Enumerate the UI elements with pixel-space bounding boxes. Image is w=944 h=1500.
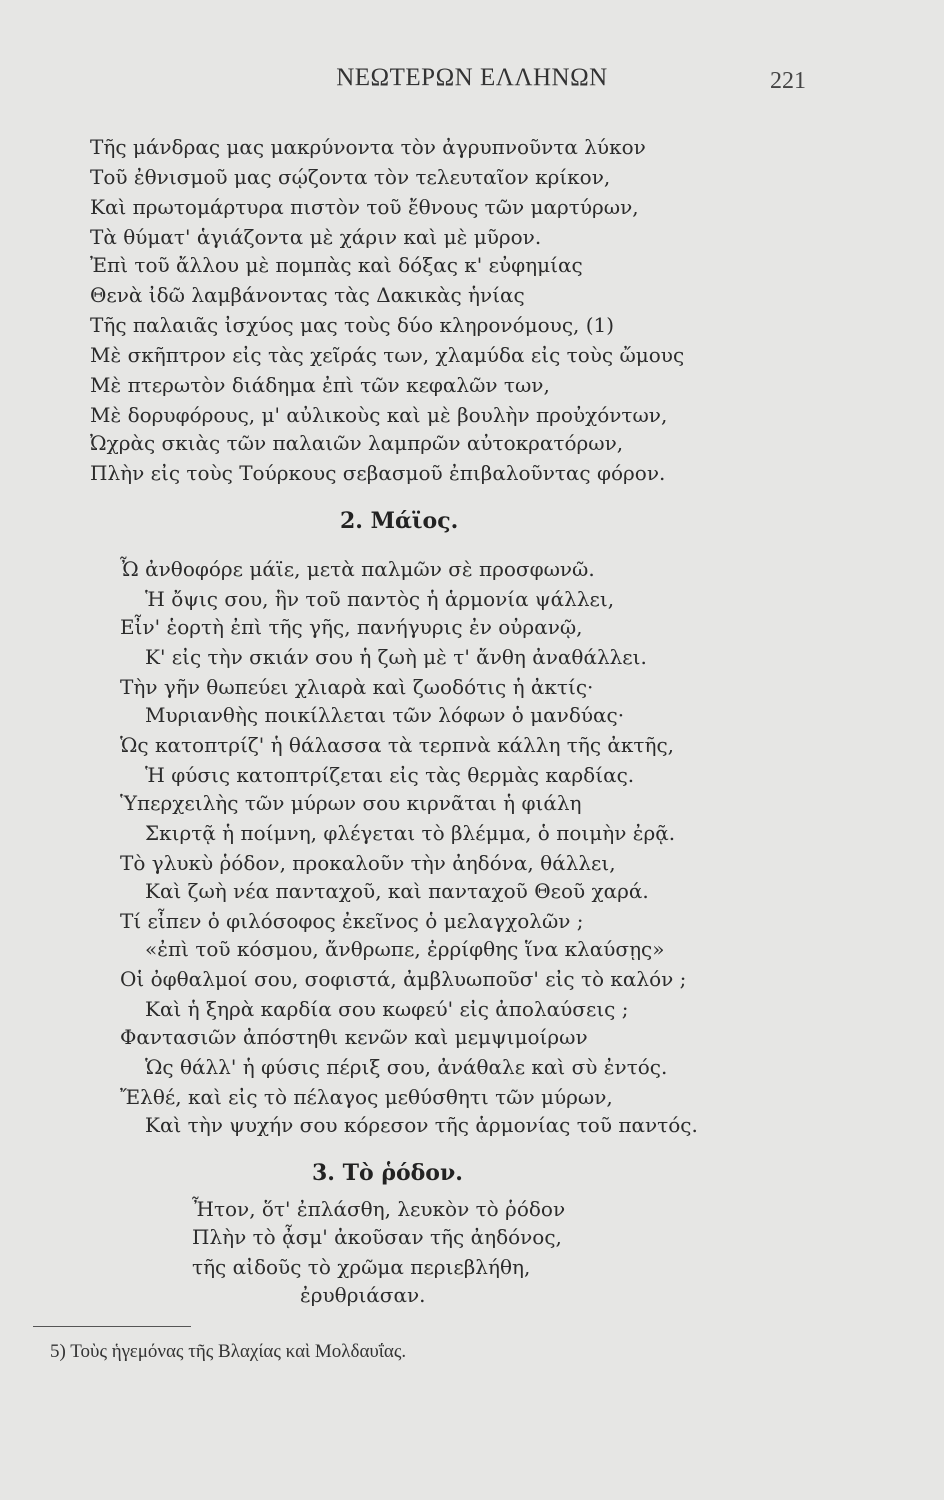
poem-line: Καὶ τὴν ψυχήν σου κόρεσον τῆς ἁρμονίας τοῦ παντός. [145, 1113, 698, 1137]
poem-line: Τῆς παλαιᾶς ἰσχύος μας τοὺς δύο κληρονόμους, (1) [90, 313, 615, 337]
poem-line: Οἱ ὀφθαλμοί σου, σοφιστά, ἀμβλυωποῦσ' εἰς τὸ καλόν ; [120, 967, 687, 991]
poem-line: Τὰ θύματ' ἁγιάζοντα μὲ χάριν καὶ μὲ μῦρον. [90, 225, 542, 249]
poem-line: «ἐπὶ τοῦ κόσμου, ἄνθρωπε, ἐρρίφθης ἵνα κλαύσῃς» [145, 937, 665, 961]
poem-line: Κ' εἰς τὴν σκιάν σου ἡ ζωὴ μὲ τ' ἄνθη ἀναθάλλει. [145, 645, 647, 669]
poem-line: Εἶν' ἑορτὴ ἐπὶ τῆς γῆς, πανήγυρις ἐν οὐρανῷ, [120, 615, 583, 639]
poem-line: Ὡς θάλλ' ἡ φύσις πέριξ σου, ἀνάθαλε καὶ σὺ ἐντός. [145, 1055, 668, 1079]
poem-line: τῆς αἰδοῦς τὸ χρῶμα περιεβλήθη, [192, 1255, 531, 1279]
poem-line: Τὴν γῆν θωπεύει χλιαρὰ καὶ ζωοδότις ἡ ἀκτίς· [120, 675, 594, 699]
footnote-rule [33, 1326, 191, 1327]
section-heading-2: 2. Μάϊος. [340, 508, 459, 534]
poem-line: Τῆς μάνδρας μας μακρύνοντα τὸν ἀγρυπνοῦντα λύκον [90, 135, 646, 159]
poem-line: Σκιρτᾷ ἡ ποίμνη, φλέγεται τὸ βλέμμα, ὁ ποιμὴν ἐρᾷ. [145, 821, 676, 845]
poem-line: Ἡ ὄψις σου, ἣν τοῦ παντὸς ἡ ἁρμονία ψάλλει, [145, 587, 615, 611]
poem-line: Τὸ γλυκὺ ῥόδον, προκαλοῦν τὴν ἀηδόνα, θάλλει, [120, 851, 616, 875]
poem-line: Ἔλθέ, καὶ εἰς τὸ πέλαγος μεθύσθητι τῶν μύρων, [120, 1085, 613, 1109]
poem-line: Θενὰ ἰδῶ λαμβάνοντας τὰς Δακικὰς ἡνίας [90, 283, 525, 307]
poem-line: Ἐπὶ τοῦ ἄλλου μὲ πομπὰς καὶ δόξας κ' εὐφημίας [90, 253, 583, 277]
poem-line: Μὲ δορυφόρους, μ' αὐλικοὺς καὶ μὲ βουλὴν προὐχόντων, [90, 403, 668, 427]
poem-line: Ὑπερχειλὴς τῶν μύρων σου κιρνᾶται ἡ φιάλη [120, 791, 582, 815]
poem-line: Ἦτον, ὅτ' ἐπλάσθη, λευκὸν τὸ ῥόδον [192, 1197, 566, 1221]
poem-line: Μυριανθὴς ποικίλλεται τῶν λόφων ὁ μανδύας· [145, 703, 625, 727]
running-header: ΝΕΩΤΕΡΩΝ ΕΛΛΗΝΩΝ [336, 64, 608, 91]
poem-line: Μὲ πτερωτὸν διάδημα ἐπὶ τῶν κεφαλῶν των, [90, 373, 550, 397]
poem-line: Φαντασιῶν ἀπόστηθι κενῶν καὶ μεμψιμοίρων [120, 1025, 588, 1049]
poem-line: Ἡ φύσις κατοπτρίζεται εἰς τὰς θερμὰς καρδίας. [145, 763, 635, 787]
poem-line: Ὦ ἀνθοφόρε μάϊε, μετὰ παλμῶν σὲ προσφωνῶ. [120, 557, 595, 581]
poem-line: Πλὴν εἰς τοὺς Τούρκους σεβασμοῦ ἐπιβαλοῦντας φόρον. [90, 461, 666, 485]
footnote: 5) Τοὺς ἡγεμόνας τῆς Βλαχίας καὶ Μολδαυΐας. [50, 1341, 407, 1362]
poem-line: Μὲ σκῆπτρον εἰς τὰς χεῖράς των, χλαμύδα εἰς τοὺς ὤμους [90, 343, 685, 367]
section-heading-3: 3. Τὸ ῥόδον. [312, 1160, 463, 1186]
poem-line: Καὶ πρωτομάρτυρα πιστὸν τοῦ ἔθνους τῶν μαρτύρων, [90, 195, 639, 219]
poem-line: Πλὴν τὸ ᾆσμ' ἀκοῦσαν τῆς ἀηδόνος, [192, 1225, 562, 1249]
poem-line: Τοῦ ἐθνισμοῦ μας σῴζοντα τὸν τελευταῖον κρίκον, [90, 165, 611, 189]
poem-line: Ὡς κατοπτρίζ' ἡ θάλασσα τὰ τερπνὰ κάλλη τῆς ἀκτῆς, [120, 733, 675, 757]
poem-line: Τί εἶπεν ὁ φιλόσοφος ἐκεῖνος ὁ μελαγχολῶν ; [120, 909, 584, 933]
poem-line: Καὶ ἡ ξηρὰ καρδία σου κωφεύ' εἰς ἀπολαύσεις ; [145, 997, 629, 1021]
poem-line: Ὠχρὰς σκιὰς τῶν παλαιῶν λαμπρῶν αὐτοκρατόρων, [90, 431, 624, 455]
poem-line: Καὶ ζωὴ νέα πανταχοῦ, καὶ πανταχοῦ Θεοῦ χαρά. [145, 879, 649, 903]
page-number: 221 [770, 68, 806, 94]
poem-line: ἐρυθριάσαν. [300, 1283, 426, 1307]
